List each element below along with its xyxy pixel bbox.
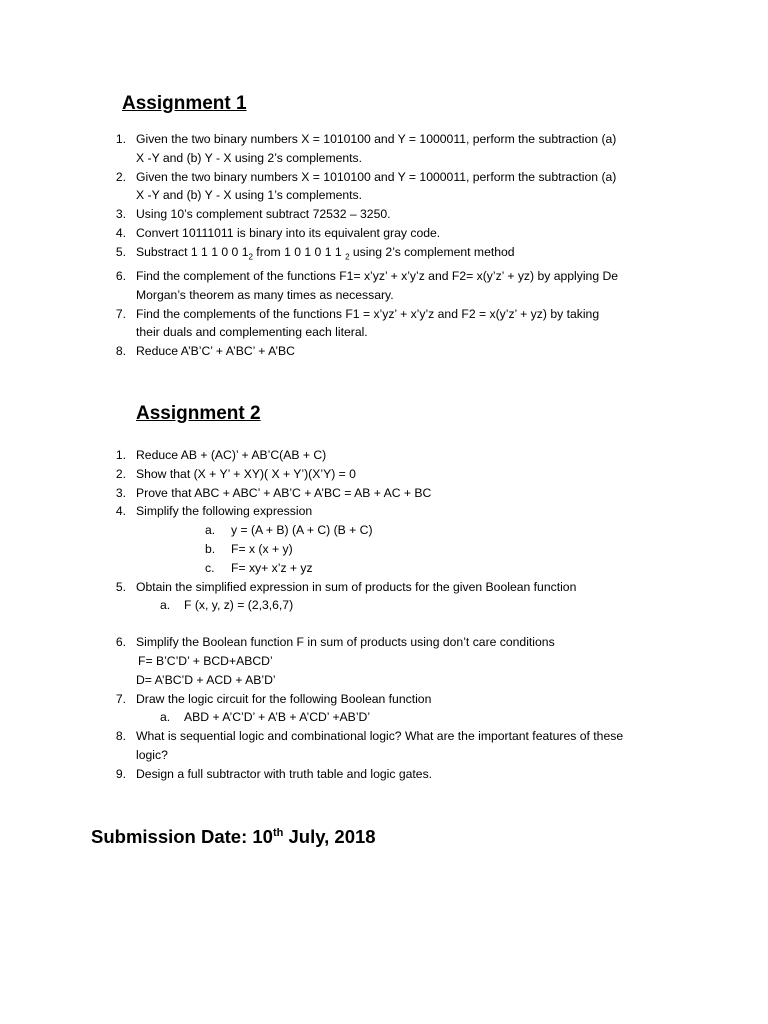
question-text: Obtain the simplified expression in sum of products for the given Boolean function	[136, 579, 577, 594]
list-item	[110, 484, 670, 503]
item-number: 1.	[115, 448, 126, 462]
sub-item-text: y = (A + B) (A + C) (B + C)	[231, 523, 373, 538]
sub-item-letter: a.	[205, 523, 216, 538]
sub-item	[136, 540, 670, 559]
item-number: 4.	[115, 504, 126, 519]
item-number: 4.	[115, 225, 126, 240]
item-number: 1.	[115, 132, 126, 146]
item-number: 6.	[115, 635, 126, 650]
question-text: Find the complement of the functions F1= x’yz’ + x’y’z and F2= x(y’z’ + yz) by applying De Morgan’s theorem as many times as necessary.	[136, 269, 619, 302]
list-item	[110, 446, 670, 465]
question-text-part: from 1 0 1 0 1 1	[252, 244, 346, 259]
question-text	[136, 243, 670, 267]
question-text: Using 10’s complement subtract 72532 – 3250.	[136, 207, 391, 222]
question-text: Reduce A’B’C’ + A’BC’ + A’BC	[136, 344, 295, 359]
item-number: 3.	[115, 485, 126, 500]
item-number: 9.	[115, 766, 126, 781]
base-subscript: 2	[345, 252, 350, 262]
sub-item-letter: a.	[160, 598, 171, 613]
list-item	[110, 243, 670, 267]
sub-item	[136, 708, 670, 727]
item-number: 8.	[115, 729, 126, 744]
question-text: What is sequential logic and combinational logic? What are the important features of these logic?	[136, 729, 624, 762]
list-item	[110, 305, 670, 343]
sub-item-letter: b.	[205, 541, 216, 556]
assignment-2-title: Assignment 2	[136, 403, 261, 424]
submission-date-rest: July, 2018	[283, 826, 376, 847]
condition-line: F= B’C’D’ + BCD+ABCD’	[138, 653, 273, 668]
ordinal-suffix: th	[272, 826, 284, 839]
list-item	[110, 765, 670, 784]
item-number: 2.	[115, 169, 126, 184]
item-number: 5.	[115, 244, 126, 259]
list-item	[110, 633, 670, 689]
submission-label: Submission Date: 10	[91, 826, 273, 847]
question-text-part: using 2’s complement method	[349, 244, 515, 259]
sub-item-text: F (x, y, z) = (2,3,6,7)	[184, 598, 294, 613]
list-item	[110, 205, 670, 224]
question-text: Show that (X + Y’ + XY)( X + Y’)(X’Y) = 0	[136, 466, 356, 481]
list-item	[110, 130, 670, 168]
sub-item	[136, 596, 670, 615]
list-item	[110, 465, 670, 484]
spacer	[110, 615, 670, 633]
submission-date	[91, 826, 376, 848]
question-text: Find the complements of the functions F1 = x’yz’ + x’y’z and F2 = x(y’z’ + yz) by taking their duals and complementing each literal.	[136, 306, 600, 340]
sub-item	[136, 521, 670, 540]
sub-item-text: F= x (x + y)	[231, 541, 293, 556]
sub-item-text: F= xy+ x’z + yz	[231, 560, 313, 575]
list-item	[110, 578, 670, 616]
item-number: 7.	[115, 306, 126, 321]
question-text: Reduce AB + (AC)’ + AB’C(AB + C)	[136, 448, 327, 462]
question-text-part: Substract 1 1 1 0 0 1	[136, 244, 249, 259]
item-number: 3.	[115, 207, 126, 222]
list-item	[110, 727, 670, 765]
condition-line: D= A’BC’D + ACD + AB’D’	[136, 672, 276, 687]
list-item	[110, 502, 670, 577]
base-subscript: 2	[248, 252, 253, 262]
question-text: Given the two binary numbers X = 1010100 and Y = 1000011, perform the subtraction (a) X -Y and (b) Y - X using 1’s complements.	[136, 169, 617, 203]
list-item	[110, 267, 670, 305]
assignment-1-questions	[110, 130, 670, 361]
sub-item-text: ABD + A’C’D’ + A’B + A’CD’ +AB’D’	[184, 710, 371, 725]
list-item	[110, 690, 670, 728]
item-number: 8.	[115, 344, 126, 359]
item-number: 2.	[115, 466, 126, 481]
list-item	[110, 168, 670, 206]
question-text: Convert 10111011 is binary into its equivalent gray code.	[136, 225, 441, 240]
assignment-2-questions	[110, 446, 670, 784]
assignment-1-title: Assignment 1	[122, 93, 247, 114]
question-text: Simplify the Boolean function F in sum of products using don’t care conditions	[136, 635, 555, 650]
question-text: Design a full subtractor with truth table and logic gates.	[136, 766, 433, 781]
sub-item	[136, 559, 670, 578]
question-text: Simplify the following expression	[136, 504, 313, 519]
question-text: Given the two binary numbers X = 1010100 and Y = 1000011, perform the subtraction (a) X -Y and (b) Y - X using 2’s complements.	[136, 132, 617, 165]
item-number: 5.	[115, 579, 126, 594]
item-number: 6.	[115, 269, 126, 284]
question-text: Prove that ABC + ABC’ + AB’C + A’BC = AB + AC + BC	[136, 485, 432, 500]
list-item	[110, 342, 670, 361]
sub-item-letter: a.	[160, 710, 171, 725]
sub-item-letter: c.	[205, 560, 215, 575]
question-text: Draw the logic circuit for the following Boolean function	[136, 691, 432, 706]
item-number: 7.	[115, 691, 126, 706]
list-item	[110, 224, 670, 243]
